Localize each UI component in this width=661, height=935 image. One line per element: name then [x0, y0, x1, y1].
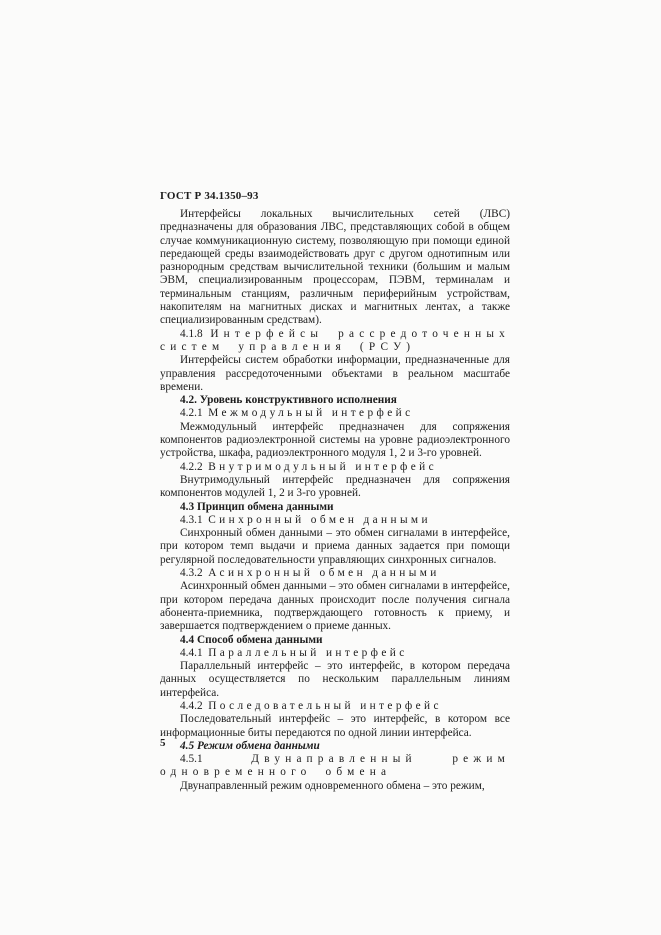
page-number: 5: [160, 737, 166, 749]
section-number: 4.2.2: [180, 460, 203, 473]
section-title: Параллельный интерфейс: [208, 646, 408, 659]
section-number: 4.1.8: [180, 327, 203, 340]
section-4-4-2-heading: [160, 700, 510, 713]
section-4-5-1-heading: [160, 753, 510, 780]
paragraph-asynchronous: Асинхронный обмен данными – это обмен сигналами в интерфейсе, при котором передача данных происходит после получения сигнала абонента-приемника, подтверждающего готовность к приему, и завершается подтверждением о приеме данных.: [160, 580, 510, 633]
section-title: Асинхронный обмен данными: [208, 567, 440, 580]
section-title: Последовательный интерфейс: [208, 699, 442, 712]
section-title: Синхронный обмен данными: [208, 513, 431, 526]
section-title: Внутримодульный интерфейс: [208, 460, 437, 473]
paragraph-parallel: Параллельный интерфейс – это интерфейс, в котором передача данных осуществляется по нескольким параллельным линиям интерфейса.: [160, 660, 510, 699]
section-number: 4.3.1: [180, 513, 203, 526]
section-number: 4.4.1: [180, 646, 203, 659]
heading-4-2: 4.2. Уровень конструктивного исполнения: [180, 394, 397, 407]
paragraph-distributed-systems: Интерфейсы систем обработки информации, предназначенные для управления рассредоточенными объектами в реальном масштабе времени.: [160, 354, 510, 393]
section-number: 4.5.1: [180, 753, 203, 766]
paragraph-synchronous: Синхронный обмен данными – это обмен сигналами в интерфейсе, при котором темп выдачи и приема данных задается при помощи регулярной последовательности управляющих синхронных сигналов.: [160, 527, 510, 566]
section-number: 4.2.1: [180, 407, 203, 420]
section-number: 4.4.2: [180, 699, 203, 712]
heading-4-3: 4.3 Принцип обмена данными: [180, 500, 334, 513]
body-text: [160, 208, 510, 793]
section-4-3-2-heading: [160, 567, 510, 580]
section-4-2-2-heading: [160, 461, 510, 474]
section-4-3-1-heading: [160, 514, 510, 527]
paragraph-serial: Последовательный интерфейс – это интерфейс, в котором все информационные биты передаются по одной линии интерфейса.: [160, 713, 510, 739]
heading-4-5: 4.5 Режим обмена данными: [180, 739, 320, 752]
section-title: Межмодульный интерфейс: [208, 407, 414, 420]
section-number: 4.3.2: [180, 567, 203, 580]
section-4-4-1-heading: [160, 647, 510, 660]
paragraph-bidirectional: Двунаправленный режим одновременного обмена – это режим,: [180, 779, 485, 792]
paragraph-intramodule: Внутримодульный интерфейс предназначен для сопряжения компонентов модулей 1, 2 и 3-го уровней.: [160, 473, 510, 500]
paragraph-intermodule: Межмодульный интерфейс предназначен для сопряжения компонентов радиоэлектронной системы на уровне радиоэлектронного устройства, шкафа, радиоэлектронного модуля 1, 2 и 3-го уровней.: [160, 420, 510, 460]
section-4-2-1-heading: [160, 407, 510, 420]
section-title: Двунаправленный режим одновременного обмена: [160, 753, 510, 779]
heading-4-4: 4.4 Способ обмена данными: [180, 633, 323, 646]
paragraph-lan-interfaces: Интерфейсы локальных вычислительных сетей (ЛВС) предназначены для образования ЛВС, представляющих собой в общем случае коммуникационную систему, позволяющую при помощи единой передающей среды взаимодействовать друг с другом однотипным или разнородным средствам вычислительной техники (большим и малым ЭВМ, специализированным процессорам, ПЭВМ, терминалам и терминальным станциям, различным периферийным устройствам, накопителям на магнитных дисках и магнитных лентах, а также специализированным средствам).: [160, 208, 510, 327]
section-4-1-8-heading: [160, 328, 510, 355]
standard-header: ГОСТ Р 34.1350–93: [160, 190, 259, 202]
section-title: Интерфейсы рассредоточенных систем управления (РСУ): [160, 327, 510, 353]
